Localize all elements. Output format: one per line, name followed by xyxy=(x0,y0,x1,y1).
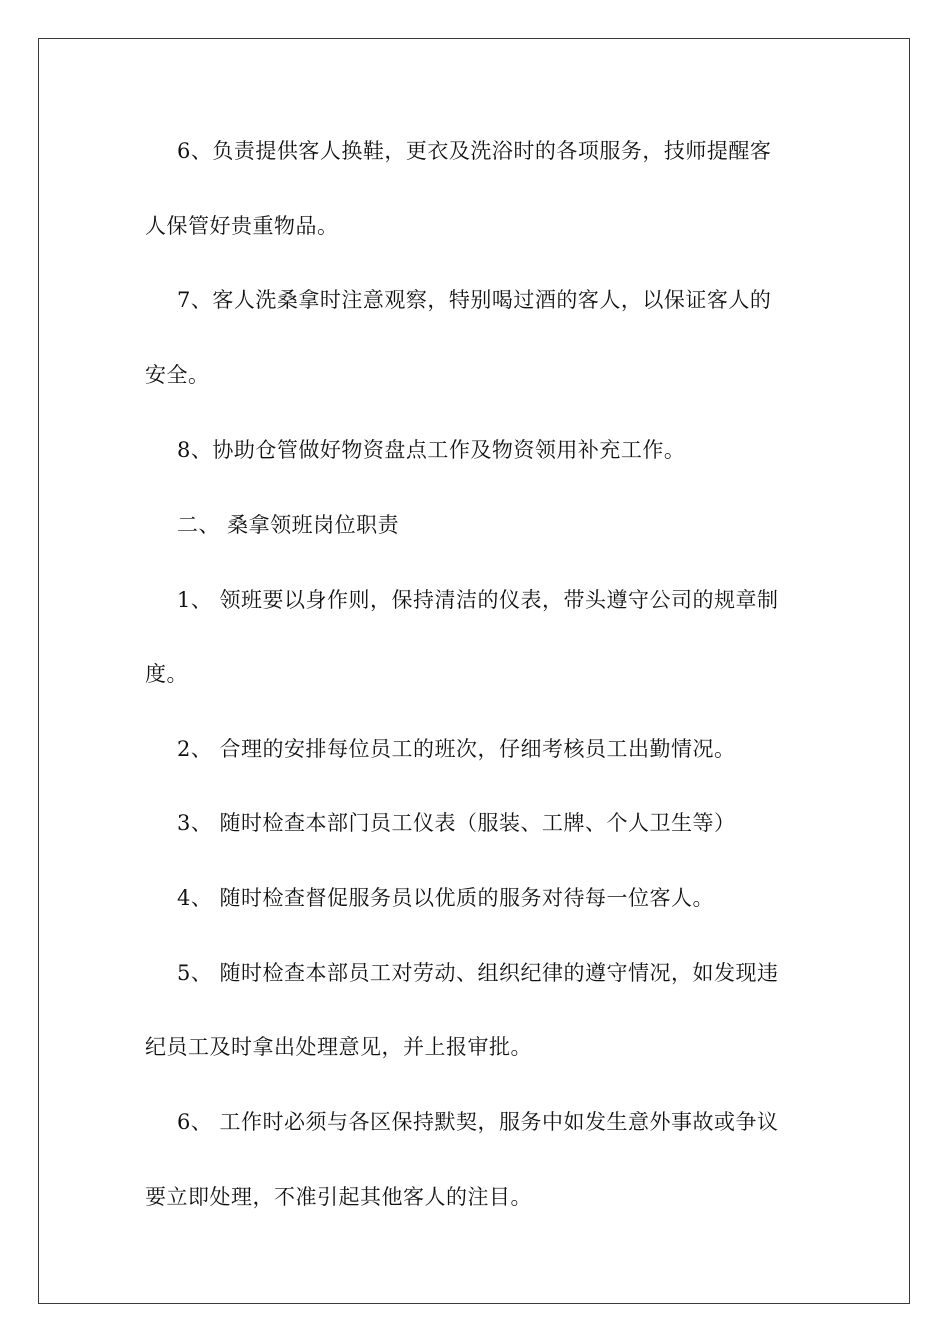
item-6-line-2: 人保管好贵重物品。 xyxy=(145,214,339,238)
duty-1-line-1: 1、 领班要以身作则，保持清洁的仪表，带头遵守公司的规章制 xyxy=(177,588,779,612)
section-heading: 二、 桑拿领班岗位职责 xyxy=(177,513,400,537)
duty-2-line: 2、 合理的安排每位员工的班次，仔细考核员工出勤情况。 xyxy=(177,737,736,761)
item-7-line-1: 7、客人洗桑拿时注意观察，特别喝过酒的客人，以保证客人的 xyxy=(177,288,772,312)
duty-6-line-1: 6、 工作时必须与各区保持默契，服务中如发生意外事故或争议 xyxy=(177,1110,779,1134)
duty-3-line: 3、 随时检查本部门员工仪表（服装、工牌、个人卫生等） xyxy=(177,811,736,835)
item-8-line: 8、协助仓管做好物资盘点工作及物资领用补充工作。 xyxy=(177,438,686,462)
item-6-line-1: 6、负责提供客人换鞋，更衣及洗浴时的各项服务，技师提醒客 xyxy=(177,139,772,163)
item-7-line-2: 安全。 xyxy=(145,363,210,387)
duty-4-line: 4、 随时检查督促服务员以优质的服务对待每一位客人。 xyxy=(177,886,715,910)
duty-6-line-2: 要立即处理，不准引起其他客人的注目。 xyxy=(145,1185,532,1209)
duty-1-line-2: 度。 xyxy=(145,662,188,686)
duty-5-line-1: 5、 随时检查本部员工对劳动、组织纪律的遵守情况，如发现违 xyxy=(177,961,779,985)
duty-5-line-2: 纪员工及时拿出处理意见，并上报审批。 xyxy=(145,1035,532,1059)
